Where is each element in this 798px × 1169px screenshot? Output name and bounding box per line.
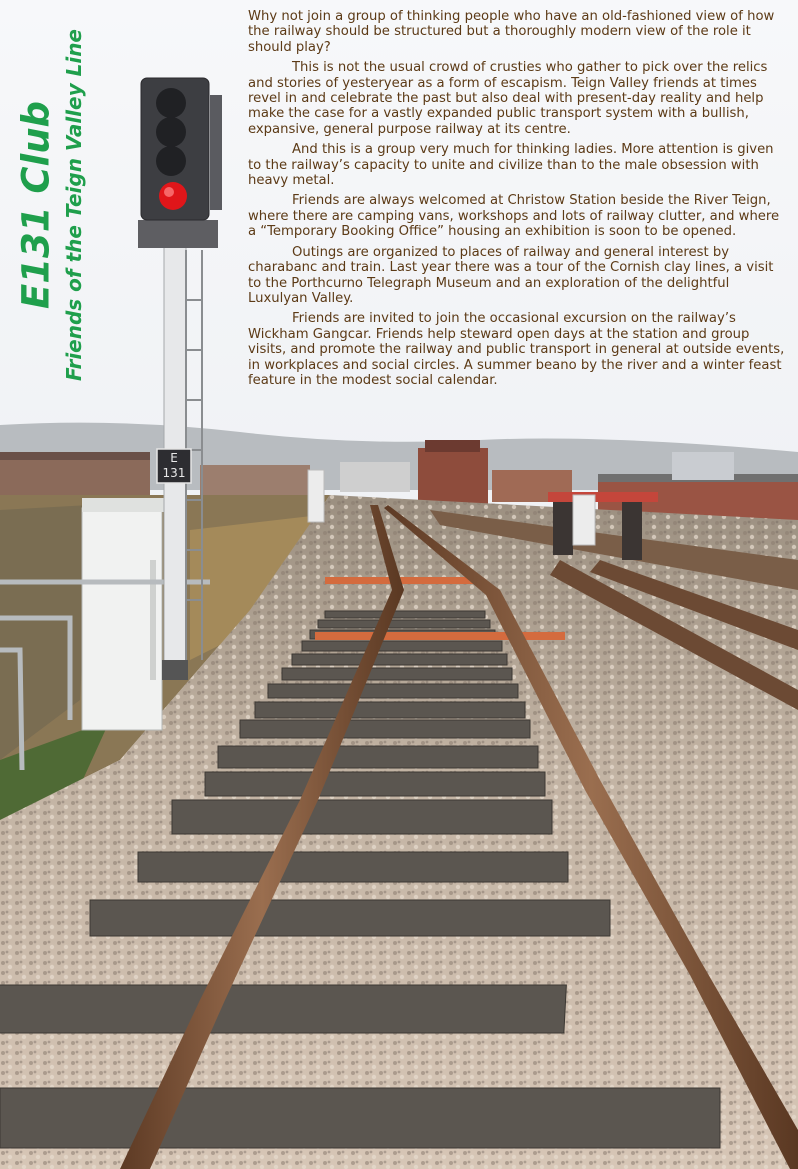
signal-plate-number: 131 <box>162 466 186 480</box>
signal-plate-text <box>157 449 191 483</box>
paragraph-5: Outings are organized to places of railway and general interest by charabanc and train. Last year there was a tour of the Cornish clay lines, a visit to the Porthcurno Telegraph Museum and an exploration of the delightful Luxulyan Valley. <box>248 244 774 306</box>
signal-plate-letter: E <box>170 451 178 465</box>
paragraph-4: Friends are always welcomed at Christow Station beside the River Teign, where there are camping vans, workshops and lots of railway clutter, and where a “Temporary Booking Office” housing an exhibition is soon to be opened. <box>248 193 780 240</box>
vertical-title <box>6 10 86 400</box>
relay-cabinet <box>82 498 164 730</box>
paragraph-3: And this is a group very much for thinking ladies. More attention is given to the railway’s capacity to unite and civilize than to the male obsession with heavy metal. <box>248 142 774 189</box>
paragraph-2: This is not the usual crowd of crusties who gather to pick over the relics and stories of yesteryear as a form of escapism. Teign Valley friends at times revel in and celebrate the past but also deal with present-day reality and help make the case for a vastly expanded public transport system with a bullish, expansive, general purpose railway at its centre. <box>248 60 768 137</box>
paragraph-1: Why not join a group of thinking people who have an old-fashioned view of how the railway should be structured but a thoroughly modern view of the role it should play? <box>248 9 775 55</box>
club-name: E131 Club <box>14 100 58 310</box>
paragraph-6: Friends are invited to join the occasional excursion on the railway’s Wickham Gangcar. Friends help steward open days at the station and group visits, and promote the railway and public transport in general at outside events, in workplaces and social circles. A summer beano by the river and a winter feast feature in the modest social calendar. <box>248 311 785 388</box>
article-text <box>248 9 790 393</box>
club-subtitle: Friends of the Teign Valley Line <box>62 28 86 382</box>
